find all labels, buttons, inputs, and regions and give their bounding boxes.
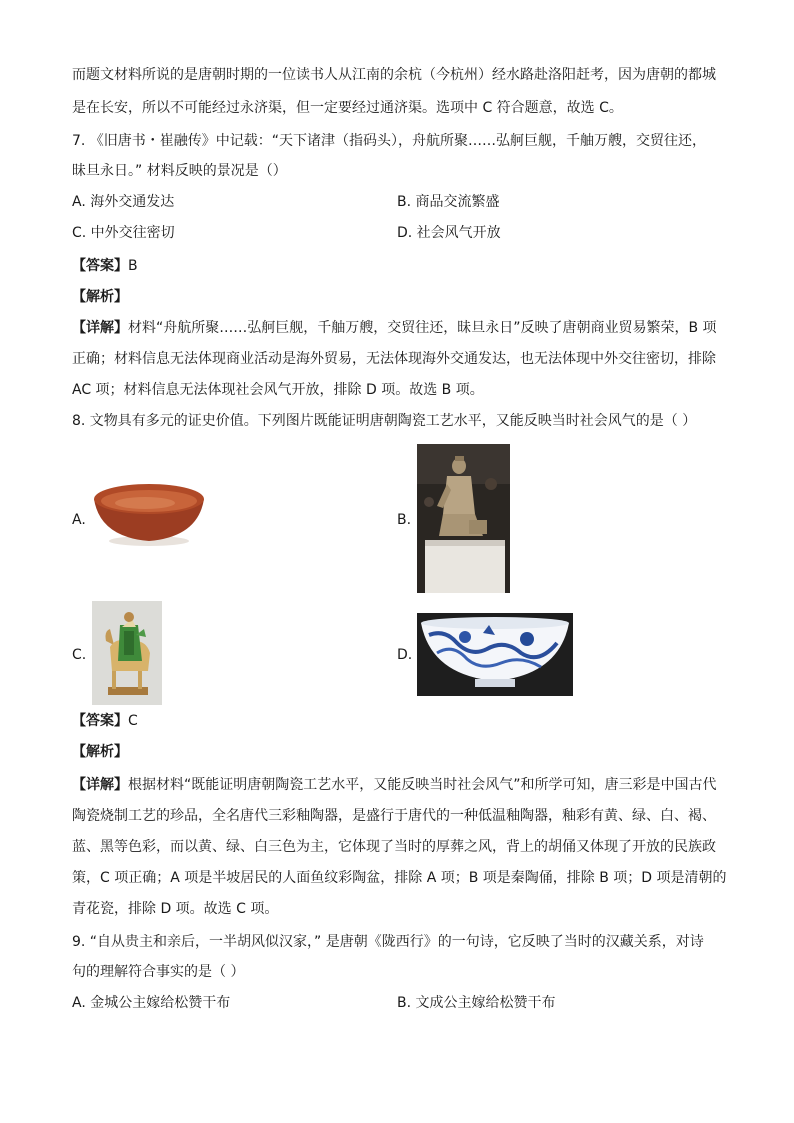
text-line: 陶瓷烧制工艺的珍品，全名唐代三彩釉陶器，是盛行于唐代的一种低温釉陶器，釉彩有黄、绿、白、褐、 [72, 808, 716, 824]
text-line: 是在长安，所以不可能经过永济渠，但一定要经过通济渠。选项中 C 符合题意，故选 C。 [72, 100, 623, 116]
detail-text: 根据材料“既能证明唐朝陶瓷工艺水平，又能反映当时社会风气”和所学可知，唐三彩是中国古代 [128, 777, 717, 793]
question-9-stem: 句的理解符合事实的是（ ） [72, 964, 245, 980]
q7-option-b[interactable]: B. 商品交流繁盛 [397, 194, 500, 210]
text-line: 蓝、黑等色彩，而以黄、绿、白三色为主，它体现了当时的厚葬之风，背上的胡俑又体现了开放的民族政 [72, 839, 716, 855]
q9-option-a[interactable]: A. 金城公主嫁给松赞干布 [72, 995, 231, 1011]
detail-tag: 【详解】 [72, 320, 128, 336]
q8-option-d-label[interactable]: D. [397, 647, 413, 663]
terracotta-warrior-image [417, 444, 510, 593]
q8-answer [72, 712, 138, 730]
q8-option-a-label[interactable]: A. [72, 512, 86, 528]
question-7-stem: 7. 《旧唐书・崔融传》中记载：“天下诸津（指码头），舟航所聚……弘舸巨舰，千舳万艘，交贸往还， [72, 133, 707, 149]
text-line: 正确；材料信息无法体现商业活动是海外贸易，无法体现海外交通发达，也无法体现中外交往密切，排除 [72, 351, 716, 367]
question-8-stem: 8. 文物具有多元的证史价值。下列图片既能证明唐朝陶瓷工艺水平，又能反映当时社会风气的是（ ） [72, 413, 697, 429]
q7-option-a[interactable]: A. 海外交通发达 [72, 194, 175, 210]
q7-analysis-tag: 【解析】 [72, 289, 128, 305]
q7-detail [72, 319, 717, 337]
detail-text: 材料“舟航所聚……弘舸巨舰，千舳万艘，交贸往还，昧旦永日”反映了唐朝商业贸易繁荣，B 项 [128, 320, 717, 336]
question-9-stem: 9. “自从贵主和亲后，一半胡风似汉家，” 是唐朝《陇西行》的一句诗，它反映了当时的汉藏关系，对诗 [72, 934, 704, 950]
q8-detail [72, 776, 717, 794]
q9-option-b[interactable]: B. 文成公主嫁给松赞干布 [397, 995, 556, 1011]
answer-value: C [128, 713, 138, 729]
text-line: 青花瓷，排除 D 项。故选 C 项。 [72, 901, 279, 917]
pottery-bowl-image [90, 481, 208, 549]
answer-tag: 【答案】 [72, 713, 128, 729]
sancai-camel-image [92, 601, 162, 705]
detail-tag: 【详解】 [72, 777, 128, 793]
answer-tag: 【答案】 [72, 258, 128, 274]
text-line: AC 项；材料信息无法体现社会风气开放，排除 D 项。故选 B 项。 [72, 382, 484, 398]
answer-value: B [128, 258, 138, 274]
q7-option-d[interactable]: D. 社会风气开放 [397, 225, 501, 241]
q7-option-c[interactable]: C. 中外交往密切 [72, 225, 175, 241]
blue-white-porcelain-bowl-image [417, 613, 573, 696]
text-line: 策，C 项正确；A 项是半坡居民的人面鱼纹彩陶盆，排除 A 项；B 项是秦陶俑，排除 B 项；D 项是清朝的 [72, 870, 727, 886]
question-7-stem: 昧旦永日。” 材料反映的景况是（） [72, 163, 287, 179]
q8-analysis-tag: 【解析】 [72, 744, 128, 760]
text-line: 而题文材料所说的是唐朝时期的一位读书人从江南的余杭（今杭州）经水路赴洛阳赶考，因为唐朝的都城 [72, 67, 716, 83]
q7-answer [72, 257, 138, 275]
q8-option-c-label[interactable]: C. [72, 647, 87, 663]
q8-option-b-label[interactable]: B. [397, 512, 412, 528]
